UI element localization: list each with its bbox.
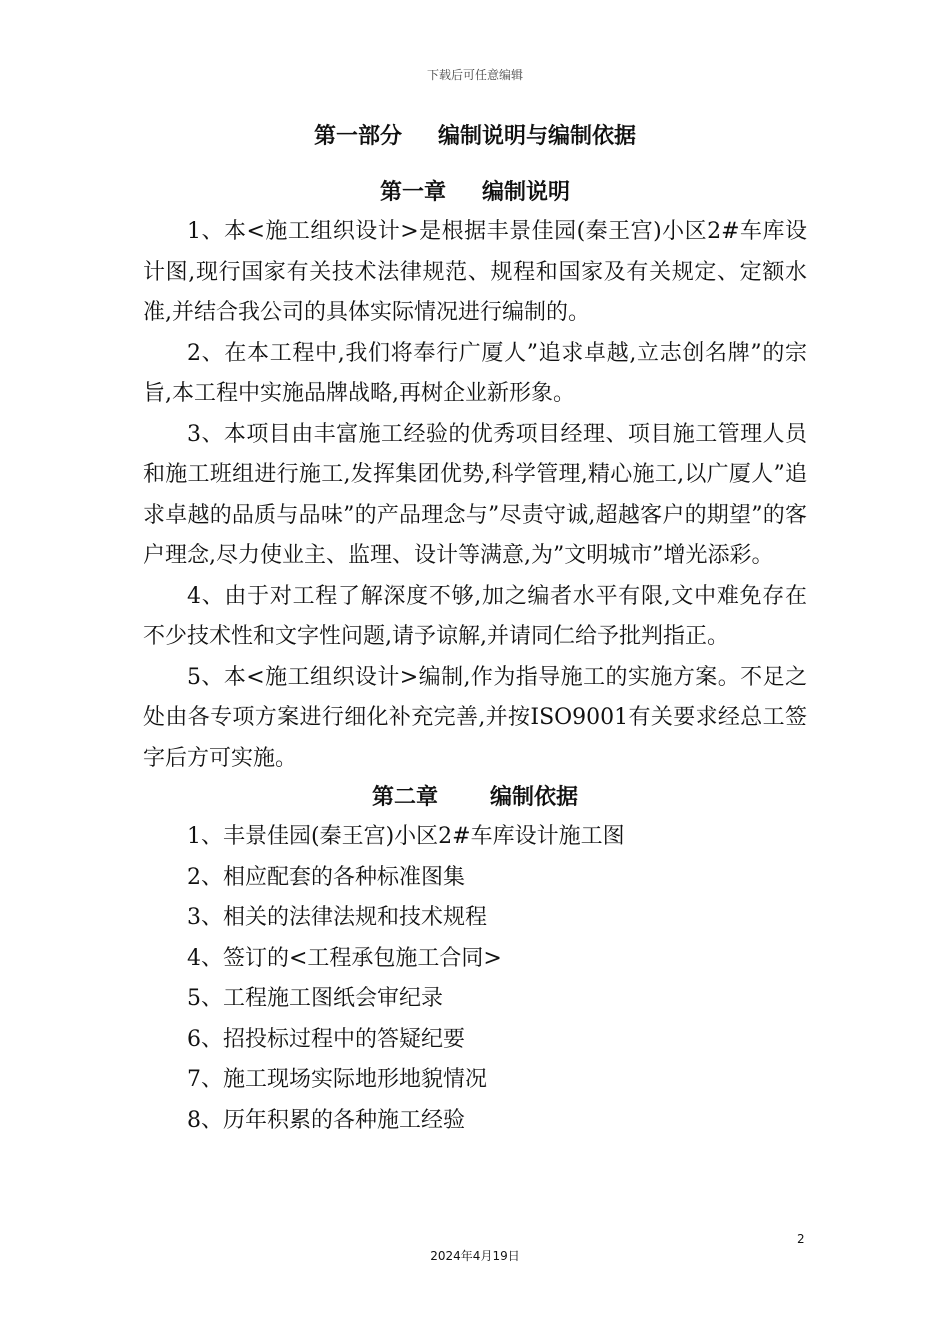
chapter2-number: 第二章 bbox=[371, 785, 438, 810]
list-item: 4、签订的<工程承包施工合同> bbox=[187, 945, 502, 971]
footer-date: 2024年4月19日 bbox=[430, 1249, 520, 1263]
page-number: 2 bbox=[797, 1232, 805, 1246]
paragraph: 3、本项目由丰富施工经验的优秀项目经理、项目施工管理人员和施工班组进行施工,发挥集团优势,科学管理,精心施工,以广厦人”追求卓越的品质与品味”的产品理念与”尽责守诚,超越客户的期望”的客户理念,尽力使业主、监理、设计等满意,为”文明城市”增光添彩。 bbox=[143, 421, 807, 568]
part-title bbox=[143, 118, 807, 156]
basis-list bbox=[143, 817, 807, 1141]
part-number: 第一部分 bbox=[313, 124, 402, 149]
paragraph: 5、本<施工组织设计>编制,作为指导施工的实施方案。不足之处由各专项方案进行细化补充完善,并按ISO9001有关要求经总工签字后方可实施。 bbox=[143, 664, 807, 771]
paragraph: 2、在本工程中,我们将奉行广厦人”追求卓越,立志创名牌”的宗旨,本工程中实施品牌战略,再树企业新形象。 bbox=[143, 340, 807, 406]
document-body bbox=[143, 118, 807, 1141]
chapter2-title bbox=[143, 779, 807, 817]
list-item: 3、相关的法律法规和技术规程 bbox=[187, 905, 487, 930]
list-item: 7、施工现场实际地形地貌情况 bbox=[187, 1067, 487, 1092]
part-heading: 编制说明与编制依据 bbox=[438, 124, 637, 149]
chapter1-title bbox=[143, 174, 807, 212]
list-item: 1、丰景佳园(秦王宫)小区2#车库设计施工图 bbox=[187, 824, 625, 849]
paragraph: 4、由于对工程了解深度不够,加之编者水平有限,文中难免存在不少技术性和文字性问题,请予谅解,并请同仁给予批判指正。 bbox=[143, 583, 807, 649]
list-item: 2、相应配套的各种标准图集 bbox=[187, 864, 465, 890]
page-header: 下载后可任意编辑 bbox=[426, 68, 523, 82]
list-item: 6、招投标过程中的答疑纪要 bbox=[187, 1026, 465, 1052]
list-item: 5、工程施工图纸会审纪录 bbox=[187, 986, 443, 1011]
chapter2-heading: 编制依据 bbox=[490, 785, 579, 810]
list-item: 8、历年积累的各种施工经验 bbox=[187, 1107, 465, 1133]
chapter1-number: 第一章 bbox=[379, 180, 446, 205]
chapter1-heading: 编制说明 bbox=[482, 180, 571, 205]
paragraph: 1、本<施工组织设计>是根据丰景佳园(秦王宫)小区2#车库设计图,现行国家有关技术法律规范、规程和国家及有关规定、定额水准,并结合我公司的具体实际情况进行编制的。 bbox=[143, 219, 807, 325]
